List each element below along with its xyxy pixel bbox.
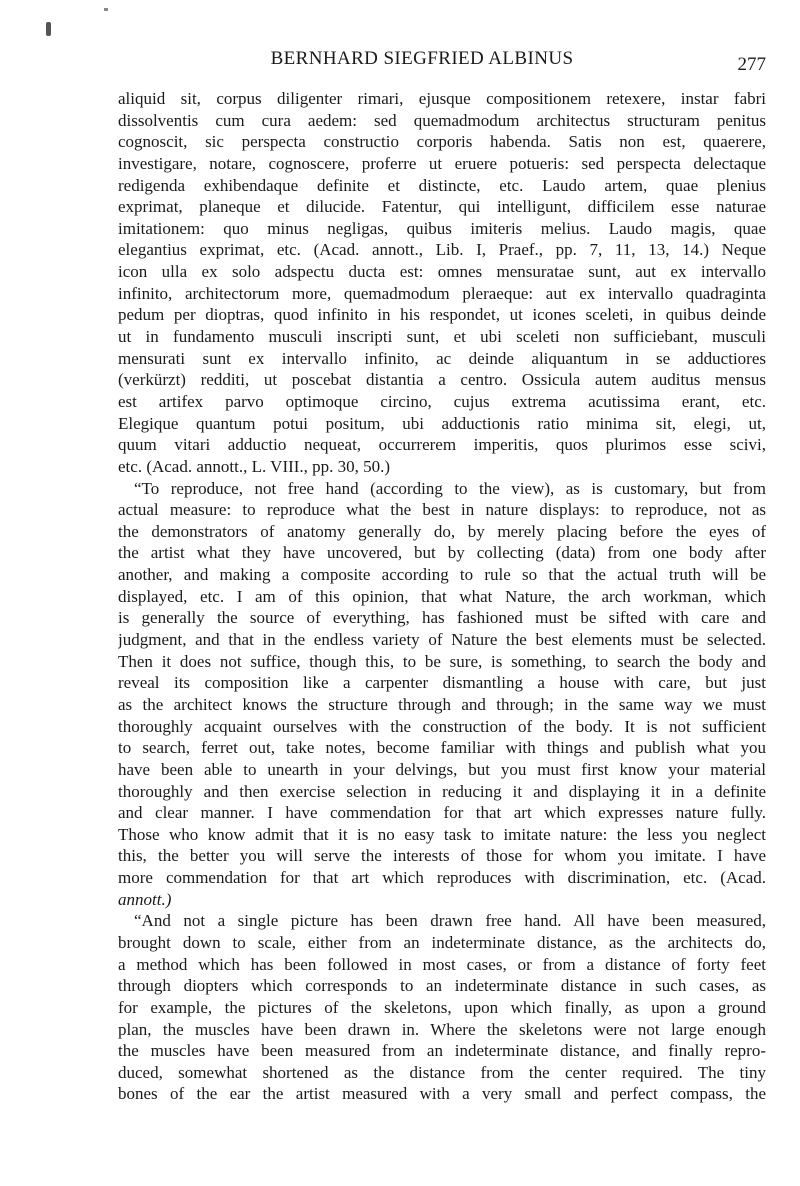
text-line: thoroughly acquaint ourselves with the construction of the body. It is not sufficient	[118, 716, 766, 736]
text-line: etc. (Acad. annott., L. VIII., pp. 30, 50.)	[118, 456, 391, 476]
text-line: infinito, architectorum more, quemadmodum pleraeque: aut ex intervallo quadraginta	[118, 283, 766, 303]
text-line: mensurati sunt ex intervallo infinito, ac deinde aliquantum in se adductiores	[118, 348, 766, 368]
text-line: bones of the ear the artist measured with a very small and perfect compass, the	[118, 1084, 766, 1104]
text-line: ut in fundamento musculi inscripti sunt, et ubi sceleti non sufficiebant, musculi	[118, 327, 766, 347]
text-line: judgment, and that in the endless variety of Nature the best elements must be selected.	[118, 630, 766, 650]
text-line: a method which has been followed in most cases, or from a distance of forty feet	[118, 954, 766, 974]
text-line: imitationem: quo minus negligas, quibus imiteris melius. Laudo magis, quae	[118, 218, 766, 238]
text-line: have been able to unearth in your delvings, but you must first know your material	[118, 759, 766, 779]
text-line: icon ulla ex solo adspectu ducta est: omnes mensuratae sunt, aut ex intervallo	[118, 262, 766, 282]
text-line: Those who know admit that it is no easy task to imitate nature: the less you neglect	[118, 824, 766, 844]
text-line: as the architect knows the structure through and through; in the same way we must	[118, 694, 766, 714]
text-line: the artist what they have uncovered, but by collecting (data) from one body after	[118, 543, 766, 563]
text-line: quum vitari adductio nequeat, occurrerem imperitis, quos plurimos esse scivi,	[118, 435, 766, 455]
text-line: actual measure: to reproduce what the best in nature displays: to reproduce, not as	[118, 500, 766, 520]
text-line: investigare, notare, cognoscere, proferre ut eruere potueris: sed perspecta delectaque	[118, 153, 766, 173]
text-line: duced, somewhat shortened as the distance from the center required. The tiny	[118, 1062, 766, 1082]
text-line: elegantius exprimat, etc. (Acad. annott., Lib. I, Praef., pp. 7, 11, 13, 14.) Neque	[118, 240, 766, 260]
text-line: aliquid sit, corpus diligenter rimari, ejusque compositionem retexere, instar fabri	[118, 89, 766, 108]
margin-mark	[104, 8, 108, 11]
text-line: Elegique quantum potui positum, ubi adductionis ratio minima sit, elegi, ut,	[118, 413, 766, 433]
text-line: “And not a single picture has been drawn free hand. All have been measured,	[134, 911, 766, 931]
text-line: and clear manner. I have commendation for that art which expresses nature fully.	[118, 803, 766, 823]
text-line: for example, the pictures of the skeletons, upon which finally, as upon a ground	[118, 997, 766, 1017]
text-line: Then it does not suffice, though this, to be sure, is something, to search the body and	[118, 651, 766, 671]
text-line: through diopters which corresponds to an indeterminate distance in such cases, as	[118, 976, 766, 996]
text-line: the muscles have been measured from an indeterminate distance, and finally repro-	[118, 1041, 766, 1061]
text-line: redigenda exhibendaque definite et distincte, etc. Laudo artem, quae plenius	[118, 175, 766, 195]
text-line: is generally the source of everything, has fashioned must be sifted with care and	[118, 608, 766, 628]
text-line: cognoscit, sic perspecta constructio corporis habenda. Satis non est, quaerere,	[118, 132, 766, 152]
text-line: another, and making a composite according to rule so that the actual truth will be	[118, 565, 766, 585]
page-number: 277	[737, 54, 766, 75]
text-line: this, the better you will serve the interests of those for whom you imitate. I have	[118, 846, 766, 866]
text-line: pedum per dioptras, quod infinito in his respondet, ut icones sceleti, in quibus deinde	[118, 305, 766, 325]
text-line: to search, ferret out, take notes, become familiar with things and publish what you	[118, 738, 766, 758]
page-body	[118, 88, 766, 1105]
text-line: reveal its composition like a carpenter dismantling a house with care, but just	[118, 673, 766, 693]
margin-mark	[46, 22, 51, 36]
text-line: est artifex parvo optimoque circino, cujus extrema acutissima erant, etc.	[118, 391, 766, 411]
text-line: (verkürzt) redditi, ut poscebat distantia a centro. Ossicula autem auditus mensus	[118, 370, 766, 390]
paragraph-translation-2	[118, 910, 766, 1105]
text-line: annott.)	[118, 889, 172, 909]
text-line: displayed, etc. I am of this opinion, that what Nature, the arch workman, which	[118, 586, 766, 606]
page-header	[118, 48, 766, 78]
text-line: thoroughly and then exercise selection in reducing it and displaying it in a definite	[118, 781, 766, 801]
text-line: brought down to scale, either from an indeterminate distance, as the architects do,	[118, 932, 766, 952]
text-line: “To reproduce, not free hand (according to the view), as is customary, but from	[134, 478, 766, 498]
text-line: dissolventis cum cura aedem: sed quemadmodum architectus structuram penitus	[118, 110, 766, 130]
text-line: more commendation for that art which reproduces with discrimination, etc. (Acad.	[118, 868, 766, 888]
paragraph-latin	[118, 88, 766, 478]
text-line: plan, the muscles have been drawn in. Where the skeletons were not large enough	[118, 1019, 766, 1039]
text-line: the demonstrators of anatomy generally do, by merely placing before the eyes of	[118, 521, 766, 541]
running-head: BERNHARD SIEGFRIED ALBINUS	[270, 48, 574, 69]
text-line: exprimat, planeque et dilucide. Fatentur, qui intelligunt, difficilem esse naturae	[118, 197, 766, 217]
paragraph-translation-1	[118, 478, 766, 911]
